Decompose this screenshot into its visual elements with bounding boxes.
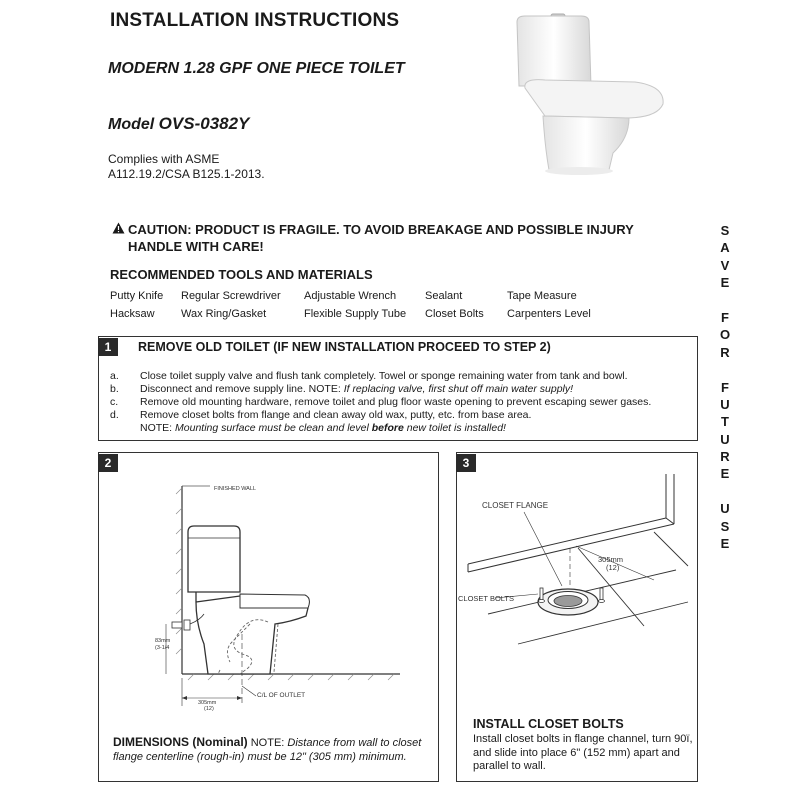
- side-letter: O: [719, 327, 731, 343]
- compliance-line-2: A112.19.2/CSA B125.1-2013.: [108, 167, 265, 181]
- side-letter: F: [721, 379, 729, 395]
- compliance-line-1: Complies with ASME: [108, 152, 220, 166]
- dimensions-heading: DIMENSIONS (Nominal): [113, 735, 248, 749]
- tool-item: Hacksaw: [110, 308, 155, 320]
- side-letter: V: [720, 257, 730, 273]
- width-mm-label: 305mm: [198, 700, 217, 706]
- side-letter: A: [720, 240, 730, 256]
- document-title: INSTALLATION INSTRUCTIONS: [110, 10, 400, 31]
- height-mm-label: 83mm: [155, 638, 171, 644]
- note-label: NOTE:: [140, 422, 176, 434]
- closet-bolts-label: CLOSET BOLTS: [458, 594, 514, 603]
- outlet-label: C/L OF OUTLET: [257, 692, 306, 699]
- step-1-number: 1: [98, 338, 118, 356]
- row-letter: a.: [110, 370, 119, 382]
- side-letter: R: [720, 449, 730, 465]
- row-text: Remove closet bolts from flange and clean away old wax, putty, etc. from base area.: [140, 409, 532, 421]
- side-letter: R: [720, 344, 730, 360]
- step-1-heading: REMOVE OLD TOILET (IF NEW INSTALLATION PROCEED TO STEP 2): [138, 340, 551, 354]
- height-in-label: (3-1/4: [155, 645, 170, 651]
- side-letter: E: [720, 536, 730, 552]
- tools-heading: RECOMMENDED TOOLS AND MATERIALS: [110, 267, 373, 282]
- toilet-product-image: [505, 8, 680, 178]
- flange-distance-mm: 305mm: [598, 555, 624, 564]
- model-code: OVS-0382Y: [158, 114, 250, 133]
- install-bolts-text: Install closet bolts in flange channel, turn 90ï, and slide into place 6" (152 mm) apart and parallel to wall.: [473, 733, 693, 772]
- caution-line-2: HANDLE WITH CARE!: [128, 239, 264, 254]
- tool-item: Regular Screwdriver: [181, 290, 281, 302]
- tool-item: Tape Measure: [507, 290, 577, 302]
- tool-item: Putty Knife: [110, 290, 164, 302]
- tool-item: Carpenters Level: [507, 308, 591, 320]
- dimensions-note-text: Distance from wall to closet flange centerline (rough-in) must be 12" (305 mm) minimum.: [113, 737, 422, 763]
- tool-item: Flexible Supply Tube: [304, 308, 407, 320]
- caution-notice: [112, 221, 634, 255]
- dimensions-note: [113, 735, 443, 764]
- side-letter: S: [720, 518, 730, 534]
- row-text: Remove old mounting hardware, remove toilet and plug floor waste opening to prevent escaping sewer gases.: [140, 396, 652, 408]
- note-text: Mounting surface must be clean and level: [175, 422, 372, 434]
- step-2-dimension-diagram: [100, 474, 435, 719]
- side-letter: T: [721, 414, 729, 430]
- row-text-group: [140, 383, 573, 396]
- side-letter: F: [721, 309, 729, 325]
- tool-item: Sealant: [425, 290, 463, 302]
- step-2-number: 2: [98, 454, 118, 472]
- row-letter: b.: [110, 383, 119, 395]
- step-3-number: 3: [456, 454, 476, 472]
- note-emphasis: before: [371, 422, 404, 434]
- model-line: [108, 114, 249, 134]
- tool-item: Closet Bolts: [425, 308, 484, 320]
- side-letter: S: [720, 223, 730, 238]
- row-note: If replacing valve, first shut off main water supply!: [343, 383, 574, 395]
- caution-line-1: CAUTION: PRODUCT IS FRAGILE. TO AVOID BREAKAGE AND POSSIBLE INJURY: [128, 222, 634, 237]
- closet-flange-label: CLOSET FLANGE: [482, 501, 549, 510]
- model-label: Model: [108, 116, 155, 133]
- finished-wall-label: FINISHED WALL: [214, 486, 256, 492]
- row-text: Close toilet supply valve and flush tank completely. Towel or sponge remaining water from tank and bowl.: [140, 370, 628, 382]
- compliance-text: [108, 152, 265, 182]
- side-letter: U: [720, 501, 730, 517]
- product-subtitle: MODERN 1.28 GPF ONE PIECE TOILET: [108, 60, 405, 77]
- row-text: Disconnect and remove supply line. NOTE:: [140, 383, 344, 395]
- side-letter: E: [720, 466, 730, 482]
- width-in-label: (12): [204, 706, 214, 712]
- tool-item: Adjustable Wrench: [304, 290, 397, 302]
- step-1-final-note: [140, 422, 506, 435]
- side-letter: E: [720, 275, 730, 291]
- install-bolts-heading: INSTALL CLOSET BOLTS: [473, 717, 624, 731]
- side-letter: U: [720, 431, 730, 447]
- save-for-future-use-banner: [710, 222, 740, 552]
- tool-item: Wax Ring/Gasket: [181, 308, 267, 320]
- row-letter: c.: [110, 396, 119, 408]
- flange-distance-in: (12): [606, 563, 620, 572]
- step-3-flange-diagram: [458, 474, 696, 654]
- row-letter: d.: [110, 409, 119, 421]
- dimensions-note-label: NOTE:: [250, 737, 285, 749]
- note-text-end: new toilet is installed!: [403, 422, 506, 434]
- side-letter: U: [720, 396, 730, 412]
- warning-triangle-icon: [112, 221, 128, 238]
